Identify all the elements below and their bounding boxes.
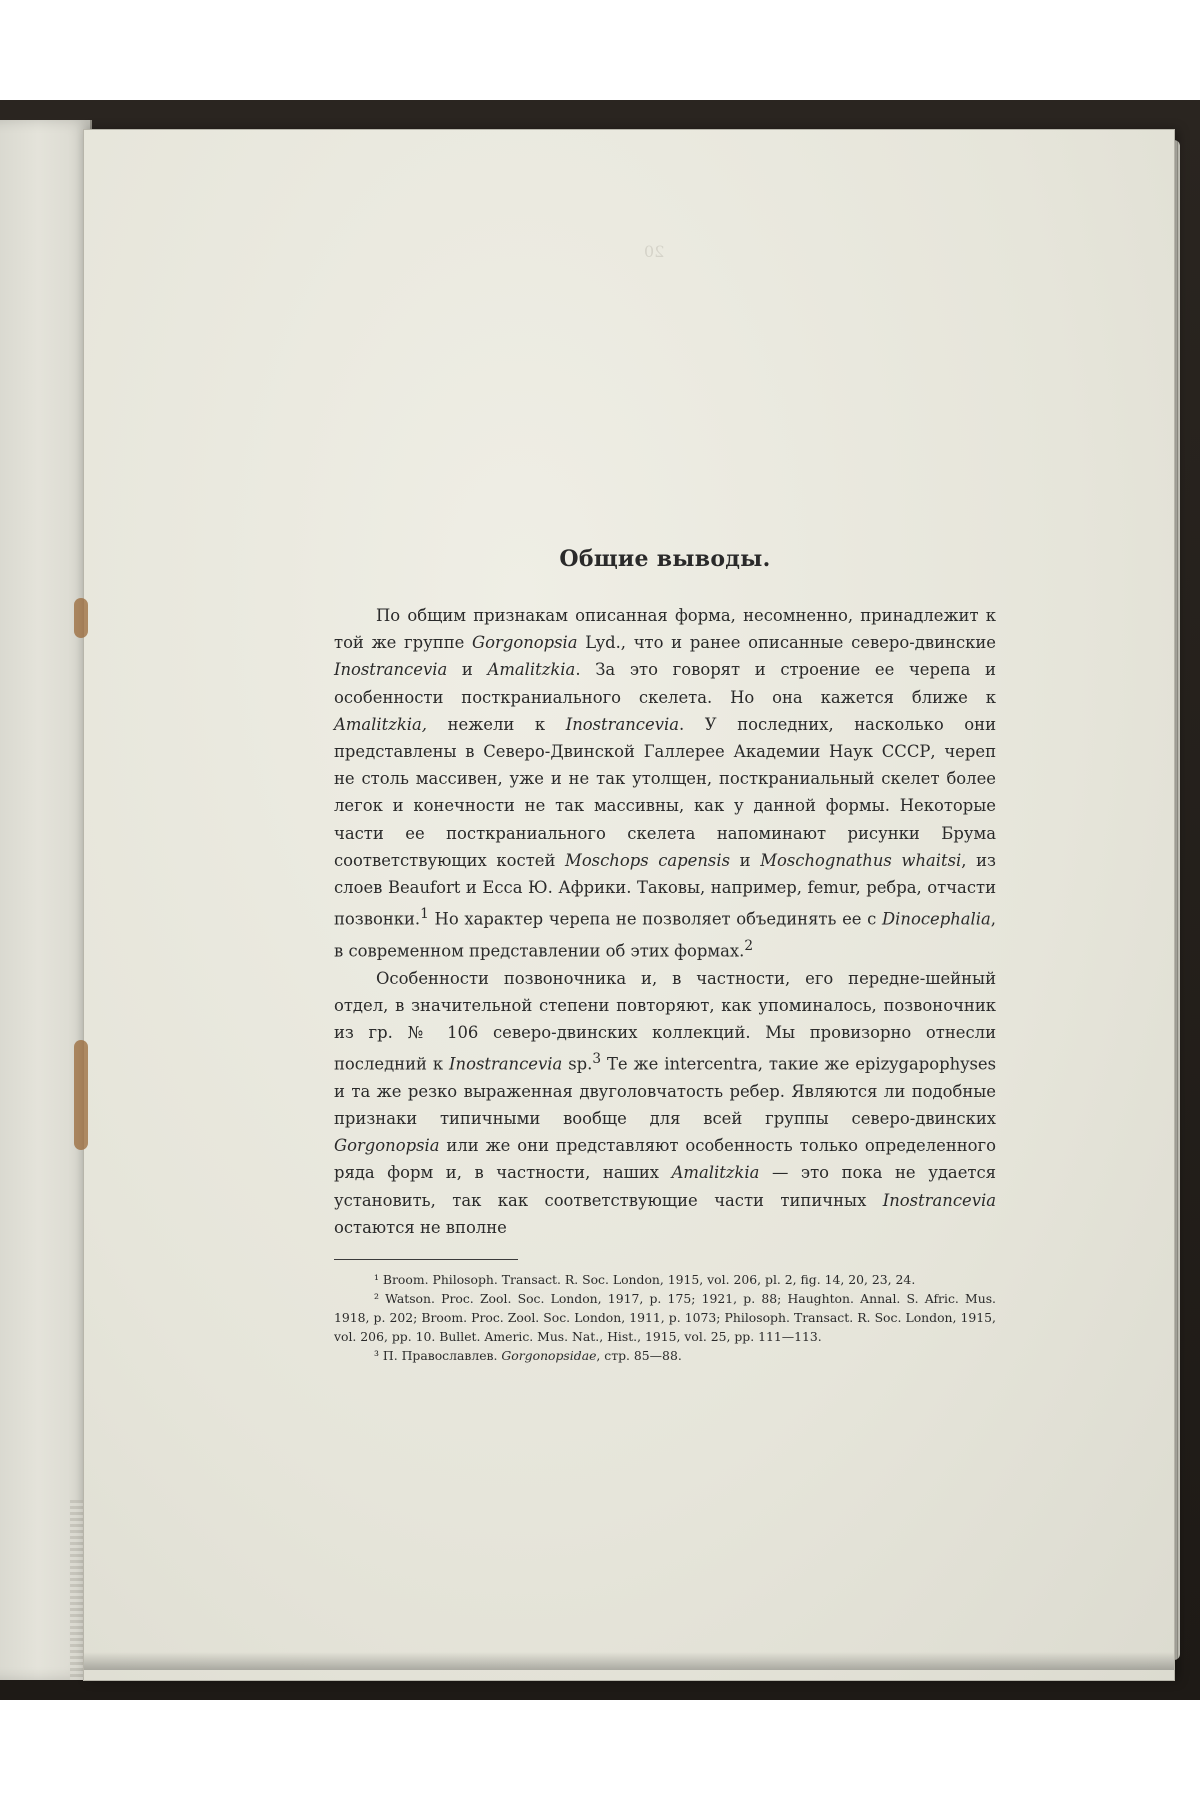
italic-term: Amalitzkia: [487, 660, 576, 680]
text-run: Особенности позвоночника и, в частности, его передне-шейный отдел, в значительной степени повторяют, как упоминалось, позвоночник из гр. № 106 северо-двинских коллекций. Мы провизорно отнесли последний к: [334, 968, 996, 1074]
text-run: ² Watson. Proc. Zool. Soc. London, 1917, p. 175; 1921, p. 88; Haughton. Annal. S. Afric. Mus. 1918, p. 202; Broom. Proc. Zool. Soc. London, 1911, p. 1073; Philosoph. Transact. R. Soc. London, 1915, vol. 206, pp. 10. Bullet. Americ. Mus. Nat., Hist., 1915, vol. 25, pp. 111—113.: [334, 1291, 996, 1345]
section-title: Общие выводы.: [559, 546, 771, 572]
italic-term: Amalitzkia,: [334, 714, 428, 734]
text-run: Те же intercentra, такие же epizygapophyses и та же резко выраженная двуголовчатость ребер. Являются ли подобные признаки типичными вообще для всей группы северо-двинских: [334, 1054, 996, 1129]
footnote-divider: [334, 1259, 518, 1260]
previous-page-edge: [0, 120, 92, 1680]
italic-term: Inostrancevia: [882, 1190, 996, 1210]
text-run: — это пока не удается установить, так как соответствующие части типичных: [334, 1163, 996, 1210]
page-bottom-shadow: [84, 1652, 1174, 1670]
footnote-marker: 3: [592, 1051, 602, 1068]
footnotes: [334, 1270, 996, 1365]
bleed-through-page-number: 20: [644, 242, 665, 261]
stain-mark: [74, 598, 88, 638]
text-run: . У последних, насколько они представлены в Северо-Двинской Галлерее Академии Наук СССР, череп не столь массивен, уже и не так утолщен, посткраниальный скелет более легок и конечности не так массивны, как у данной формы. Некоторые части ее посткраниального скелета напоминают рисунки Брума соответствующих костей: [334, 714, 996, 870]
footnote-marker: 2: [744, 937, 754, 954]
footnote: [334, 1289, 996, 1346]
photo-background: [0, 100, 1200, 1700]
paragraph: [334, 965, 996, 1242]
italic-term: Gorgonopsidae: [501, 1348, 597, 1364]
text-run: Но характер черепа не позволяет объединять ее с: [428, 909, 883, 929]
footnote-marker: 1: [420, 906, 429, 923]
stain-mark: [74, 1040, 88, 1150]
text-run: и: [730, 850, 761, 870]
italic-term: Moschops capensis: [565, 850, 730, 870]
body-text: [334, 602, 996, 1241]
document-page: [84, 130, 1174, 1680]
italic-term: Inostrancevia: [449, 1054, 563, 1074]
footnote: [334, 1270, 996, 1289]
italic-term: Gorgonopsia: [472, 633, 578, 653]
text-run: sp.: [562, 1054, 593, 1074]
text-run: ³ П. Православлев.: [374, 1348, 502, 1364]
text-run: нежели к: [427, 714, 566, 734]
text-run: . За это говорят и строение ее черепа и особенности посткраниального скелета. Но она кажется ближе к: [334, 660, 996, 707]
italic-term: Amalitzkia: [671, 1163, 760, 1183]
footnote: [334, 1346, 996, 1365]
text-run: По общим признакам описанная форма, несомненно, принадлежит к той же группе: [334, 606, 996, 653]
paragraph: [334, 602, 996, 965]
italic-term: Moschognathus whaitsi: [760, 850, 962, 870]
italic-term: Inostrancevia: [565, 714, 679, 734]
text-run: остаются не вполне: [334, 1217, 507, 1237]
text-run: ¹ Broom. Philosoph. Transact. R. Soc. London, 1915, vol. 206, pl. 2, fig. 14, 20, 23, 24.: [374, 1272, 916, 1288]
text-run: , стр. 85—88.: [596, 1348, 682, 1364]
page-content: [334, 546, 996, 1365]
italic-term: Inostrancevia: [334, 660, 448, 680]
text-run: Lyd., что и ранее описанные северо-двинские: [577, 633, 996, 653]
text-run: и: [447, 660, 488, 680]
italic-term: Gorgonopsia: [334, 1136, 440, 1156]
text-run: , в современном представлении об этих формах.: [334, 909, 996, 961]
italic-term: Dinocephalia: [882, 909, 991, 929]
text-run: , из слоев Beaufort и Есса Ю. Африки. Таковы, например, femur, ребра, отчасти позвонки.: [334, 850, 996, 929]
text-run: или же они представляют особенность только определенного ряда форм и, в частности, наших: [334, 1136, 996, 1183]
